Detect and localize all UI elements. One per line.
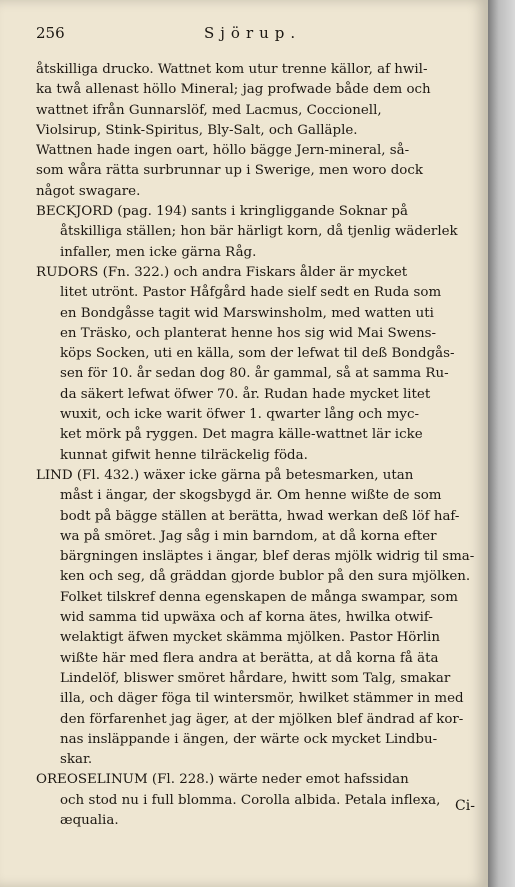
text-line: en Bondgåsse tagit wid Marswinsholm, med watten uti [60,305,434,321]
text-line: bodt på bägge ställen at berätta, hwad werkan deß löf haf- [60,508,460,524]
page-header [36,24,476,48]
text-line: kunnat gifwit henne tilräckelig föda. [60,447,308,463]
text-line: wißte här med flera andra at berätta, at då korna få äta [60,650,439,666]
entry-oreoselinum: OREOSELINUM (Fl. 228.) wärte neder emot hafssidan [36,772,409,788]
text-line: måst i ängar, der skogsbygd är. Om henne wißte de som [60,488,442,504]
text-line: wid samma tid upwäxa och af korna ätes, hwilka otwif- [60,610,433,626]
page-number: 256 [36,24,65,42]
text-line: Wattnen hade ingen oart, höllo bägge Jern-mineral, så- [36,143,410,159]
text-line: ka twå allenast höllo Mineral; jag profwade både dem och [36,82,431,98]
text-line: något swagare. [36,183,141,199]
text-line: bärgningen insläptes i ängar, blef deras mjölk widrig til sma- [60,549,475,565]
text-line: illa, och däger föga til wintersmör, hwilket stämmer in med [60,691,464,707]
text-line: wa på smöret. Jag såg i min barndom, at då korna efter [60,528,437,544]
text-line: da säkert lefwat öfwer 70. år. Rudan hade mycket litet [60,386,431,402]
text-line: æqualia. [60,812,119,828]
page-edge [488,0,515,887]
text-line: skar. [60,752,93,768]
text-line: Lindelöf, bliswer smöret hårdare, hwitt som Talg, smakar [60,670,451,686]
text-line: Folket tilskref denna egenskapen de många swampar, som [60,589,458,605]
running-head: Sjörup. [204,24,302,42]
text-line: infaller, men icke gärna Råg. [60,244,257,260]
text-line: som wåra rätta surbrunnar up i Swerige, men woro dock [36,163,423,179]
text-line: den förfarenhet jag äger, at der mjölken blef ändrad af kor- [60,711,464,727]
text-line: welaktigt äfwen mycket skämma mjölken. Pastor Hörlin [60,630,440,646]
text-line: wattnet ifrån Gunnarslöf, med Lacmus, Coccionell, [36,102,382,118]
text-line: Violsirup, Stink-Spiritus, Bly-Salt, och Galläple. [36,122,358,138]
text-line: nas insläppande i ängen, der wärte ock mycket Lindbu- [60,731,438,747]
entry-lind: LIND (Fl. 432.) wäxer icke gärna på betesmarken, utan [36,467,414,483]
entry-rudors: RUDORS (Fn. 322.) och andra Fiskars ålder är mycket [36,264,408,280]
text-line: köps Socken, uti en källa, som der lefwat til deß Bondgås- [60,346,455,362]
text-line: litet utrönt. Pastor Håfgård hade sielf sedt en Ruda som [60,285,442,301]
text-line: åtskilliga ställen; hon bär härligt korn, då tjenlig wäderlek [60,224,458,240]
text-line: en Träsko, och planterat henne hos sig wid Mai Swens- [60,325,437,341]
body-text [36,60,476,831]
text-line: sen för 10. år sedan dog 80. år gammal, så at samma Ru- [60,366,449,382]
catchword: Ci- [455,798,475,814]
text-line: åtskilliga drucko. Wattnet kom utur trenne källor, af hwil- [36,62,428,77]
text-line: ken och seg, då gräddan gjorde bublor på den sura mjölken. [60,569,471,585]
text-line: ket mörk på ryggen. Det magra källe-wattnet lär icke [60,427,423,443]
text-line: wuxit, och icke warit öfwer 1. qwarter lång och myc- [60,407,420,423]
entry-beckjord: BECKJORD (pag. 194) sants i kringliggande Soknar på [36,204,408,220]
text-line: och stod nu i full blomma. Corolla albida. Petala inflexa, [60,792,441,808]
